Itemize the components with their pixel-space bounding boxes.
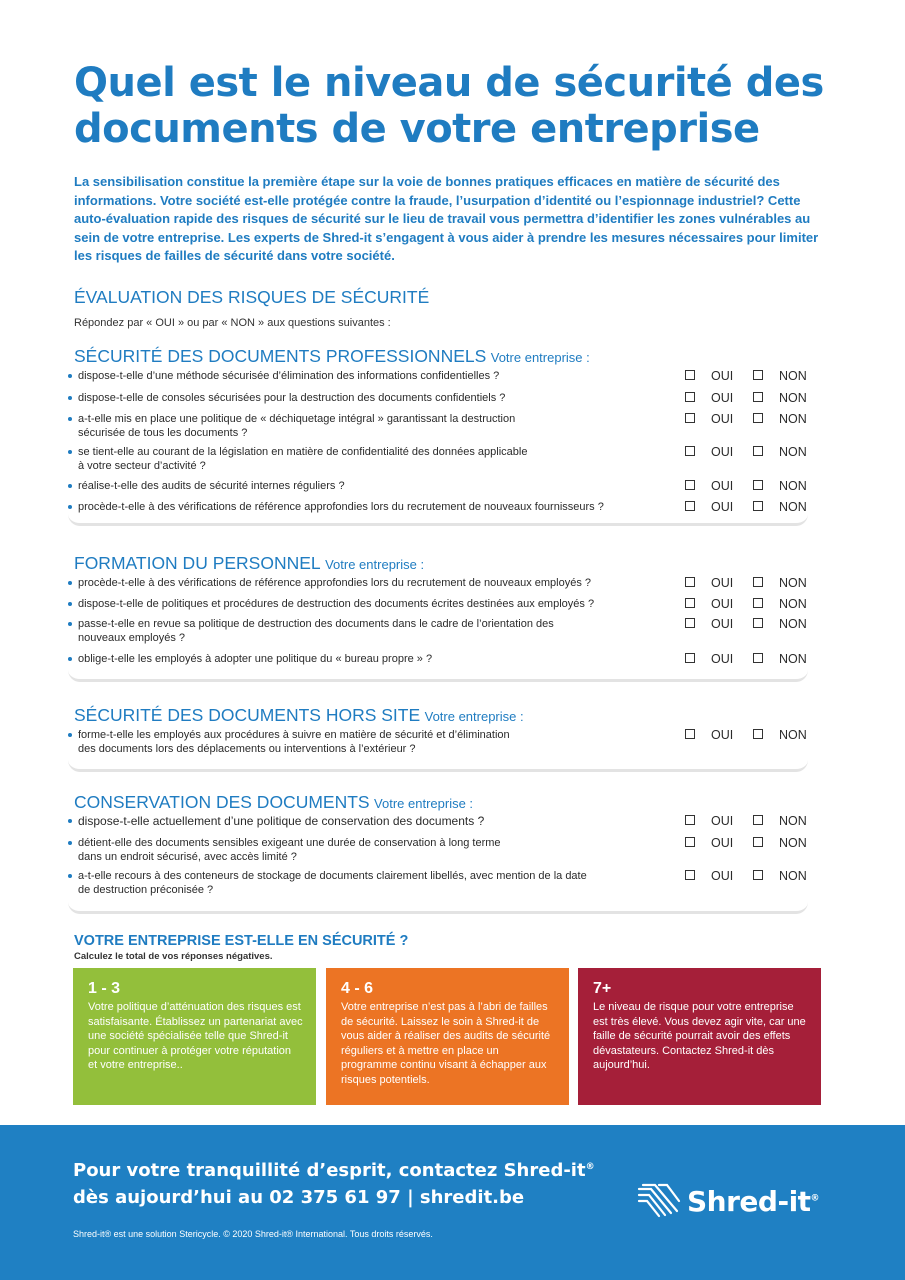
question-text: procède-t-elle à des vérifications de référence approfondies lors du recrutement de nouveaux fournisseurs ? bbox=[78, 501, 604, 513]
no-label: NON bbox=[779, 479, 807, 493]
yes-label: OUI bbox=[711, 814, 734, 828]
checkbox-yes[interactable] bbox=[685, 501, 695, 511]
yes-label: OUI bbox=[711, 597, 734, 611]
bullet-icon bbox=[68, 374, 72, 378]
score-box-high bbox=[578, 968, 821, 1105]
score-range: 4 - 6 bbox=[341, 980, 374, 997]
registered-mark: ® bbox=[585, 1162, 595, 1172]
checkbox-no[interactable] bbox=[753, 501, 763, 511]
checkbox-no[interactable] bbox=[753, 653, 763, 663]
bullet-icon bbox=[68, 602, 72, 606]
bullet-icon bbox=[68, 417, 72, 421]
bullet-icon bbox=[68, 819, 72, 823]
checkbox-no[interactable] bbox=[753, 598, 763, 608]
question-text: a-t-elle mis en place une politique de « déchiquetage intégral » garantissant la destruction sécurisée de tous les documents ? bbox=[78, 413, 516, 439]
no-label: NON bbox=[779, 869, 807, 883]
checkbox-yes[interactable] bbox=[685, 837, 695, 847]
checkbox-yes[interactable] bbox=[685, 653, 695, 663]
score-description: Le niveau de risque pour votre entreprise est très élevé. Vous devez agir vite, car une faille de sécurité pourrait avoir des effets dévastateurs. Contactez Shred-it dès aujourd’hui. bbox=[593, 1001, 806, 1071]
score-description: Votre politique d’atténuation des risques est satisfaisante. Établissez un partenariat avec une société spécialisée telle que Shred-it pour continuer à protéger votre réputation et votre entreprise.. bbox=[88, 1001, 303, 1071]
question-text: dispose-t-elle d’une méthode sécurisée d’élimination des informations confidentielles ? bbox=[78, 370, 500, 382]
question-text: se tient-elle au courant de la législation en matière de confidentialité des données applicable à votre secteur d’activité ? bbox=[78, 446, 528, 472]
bullet-icon bbox=[68, 505, 72, 509]
section-document-retention bbox=[68, 792, 808, 914]
question-text: dispose-t-elle actuellement d’une politique de conservation des documents ? bbox=[78, 814, 485, 828]
bullet-icon bbox=[68, 396, 72, 400]
section-heading bbox=[74, 792, 473, 813]
no-label: NON bbox=[779, 617, 807, 631]
checkbox-yes[interactable] bbox=[685, 870, 695, 880]
score-instruction: Calculez le total de vos réponses négatives. bbox=[74, 951, 273, 962]
yes-label: OUI bbox=[711, 836, 734, 850]
yes-label: OUI bbox=[711, 445, 734, 459]
no-label: NON bbox=[779, 412, 807, 426]
section-title: CONSERVATION DES DOCUMENTS bbox=[74, 792, 370, 812]
yes-label: OUI bbox=[711, 617, 734, 631]
section-subtitle: Votre entreprise : bbox=[374, 796, 474, 811]
cta-line-2: dès aujourd’hui au 02 375 61 97 | shredit.be bbox=[73, 1187, 525, 1208]
no-label: NON bbox=[779, 576, 807, 590]
yes-label: OUI bbox=[711, 369, 734, 383]
checkbox-yes[interactable] bbox=[685, 598, 695, 608]
bullet-icon bbox=[68, 657, 72, 661]
checkbox-no[interactable] bbox=[753, 837, 763, 847]
footer-cta bbox=[73, 1154, 633, 1211]
checkbox-no[interactable] bbox=[753, 413, 763, 423]
score-range: 1 - 3 bbox=[88, 980, 121, 997]
score-heading: VOTRE ENTREPRISE EST-ELLE EN SÉCURITÉ ? bbox=[74, 933, 409, 949]
shred-stripes-icon bbox=[637, 1183, 681, 1219]
section-subtitle: Votre entreprise : bbox=[490, 350, 590, 365]
cta-line-1: Pour votre tranquillité d’esprit, contactez Shred-it bbox=[73, 1160, 586, 1181]
checkbox-no[interactable] bbox=[753, 392, 763, 402]
no-label: NON bbox=[779, 597, 807, 611]
checkbox-yes[interactable] bbox=[685, 392, 695, 402]
section-title: SÉCURITÉ DES DOCUMENTS HORS SITE bbox=[74, 705, 421, 725]
intro-paragraph: La sensibilisation constitue la première étape sur la voie de bonnes pratiques efficaces en matière de sécurité des informations. Votre société est-elle protégée contre la fraude, l’usurpation d’identité ou l’espionnage industriel? Cette auto-évaluation rapide des risques de sécurité sur le lieu de travail vous permettra d’identifier les zones vulnérables au sein de votre entreprise. Les experts de Shred-it s’engagent à vous aider à prendre les mesures nécessaires pour limiter les risques de failles de sécurité dans votre société. bbox=[74, 174, 819, 263]
no-label: NON bbox=[779, 391, 807, 405]
yes-label: OUI bbox=[711, 479, 734, 493]
section-staff-training bbox=[68, 553, 808, 682]
no-label: NON bbox=[779, 814, 807, 828]
checkbox-no[interactable] bbox=[753, 870, 763, 880]
logo-wordmark bbox=[687, 1185, 819, 1218]
logo-text: Shred-it bbox=[687, 1185, 811, 1218]
section-title: SÉCURITÉ DES DOCUMENTS PROFESSIONNELS bbox=[74, 346, 487, 366]
bullet-icon bbox=[68, 622, 72, 626]
question-text: détient-elle des documents sensibles exigeant une durée de conservation à long terme dans un endroit sécurisé, avec accès limité ? bbox=[78, 837, 501, 863]
yes-label: OUI bbox=[711, 500, 734, 514]
score-box-low bbox=[73, 968, 316, 1105]
bullet-icon bbox=[68, 450, 72, 454]
section-subtitle: Votre entreprise : bbox=[424, 709, 524, 724]
page-title: Quel est le niveau de sécurité des documents de votre entreprise bbox=[74, 60, 824, 152]
checkbox-no[interactable] bbox=[753, 480, 763, 490]
checkbox-no[interactable] bbox=[753, 446, 763, 456]
section-business-documents bbox=[68, 346, 808, 526]
checkbox-yes[interactable] bbox=[685, 577, 695, 587]
section-heading bbox=[74, 553, 424, 574]
checkbox-no[interactable] bbox=[753, 729, 763, 739]
yes-label: OUI bbox=[711, 728, 734, 742]
checkbox-yes[interactable] bbox=[685, 370, 695, 380]
footer-legal: Shred-it® est une solution Stericycle. © 2020 Shred-it® International. Tous droits réservés. bbox=[73, 1229, 433, 1239]
yes-label: OUI bbox=[711, 869, 734, 883]
yes-label: OUI bbox=[711, 412, 734, 426]
question-text: dispose-t-elle de politiques et procédures de destruction des documents écrites destinées aux employés ? bbox=[78, 598, 595, 610]
checkbox-yes[interactable] bbox=[685, 480, 695, 490]
bullet-icon bbox=[68, 484, 72, 488]
evaluation-heading: ÉVALUATION DES RISQUES DE SÉCURITÉ bbox=[74, 287, 430, 307]
question-text: oblige-t-elle les employés à adopter une politique du « bureau propre » ? bbox=[78, 653, 433, 665]
bullet-icon bbox=[68, 841, 72, 845]
yes-label: OUI bbox=[711, 576, 734, 590]
question-text: dispose-t-elle de consoles sécurisées pour la destruction des documents confidentiels ? bbox=[78, 392, 506, 404]
no-label: NON bbox=[779, 445, 807, 459]
evaluation-instruction: Répondez par « OUI » ou par « NON » aux questions suivantes : bbox=[74, 317, 391, 329]
checkbox-yes[interactable] bbox=[685, 446, 695, 456]
question-text: procède-t-elle à des vérifications de référence approfondies lors du recrutement de nouveaux employés ? bbox=[78, 577, 592, 589]
score-range: 7+ bbox=[593, 980, 612, 997]
score-description: Votre entreprise n’est pas à l’abri de failles de sécurité. Laissez le soin à Shred-it de vous aider à réaliser des audits de sécurité réguliers et à mettre en place un programme continu visant à échapper aux risques potentiels. bbox=[341, 1001, 551, 1086]
footer bbox=[0, 1125, 905, 1280]
yes-label: OUI bbox=[711, 391, 734, 405]
question-text: passe-t-elle en revue sa politique de destruction des documents dans le cadre de l’orientation des nouveaux employés ? bbox=[78, 618, 554, 644]
section-heading bbox=[74, 346, 590, 367]
question-text: forme-t-elle les employés aux procédures à suivre en matière de sécurité et d’élimination des documents lors des déplacements ou interventions à l’extérieur ? bbox=[78, 729, 510, 755]
no-label: NON bbox=[779, 836, 807, 850]
checkbox-no[interactable] bbox=[753, 577, 763, 587]
bullet-icon bbox=[68, 874, 72, 878]
checkbox-no[interactable] bbox=[753, 370, 763, 380]
question-text: réalise-t-elle des audits de sécurité internes réguliers ? bbox=[78, 480, 345, 492]
logo-registered-mark: ® bbox=[810, 1193, 820, 1204]
section-offsite-documents bbox=[68, 705, 808, 772]
no-label: NON bbox=[779, 728, 807, 742]
checkbox-yes[interactable] bbox=[685, 618, 695, 628]
yes-label: OUI bbox=[711, 652, 734, 666]
checkbox-no[interactable] bbox=[753, 618, 763, 628]
score-box-medium bbox=[326, 968, 569, 1105]
checkbox-yes[interactable] bbox=[685, 815, 695, 825]
section-subtitle: Votre entreprise : bbox=[325, 557, 425, 572]
bullet-icon bbox=[68, 581, 72, 585]
shredit-logo bbox=[637, 1175, 837, 1225]
checkbox-no[interactable] bbox=[753, 815, 763, 825]
bullet-icon bbox=[68, 733, 72, 737]
checkbox-yes[interactable] bbox=[685, 413, 695, 423]
question-text: a-t-elle recours à des conteneurs de stockage de documents clairement libellés, avec mention de la date de destruction préconisée ? bbox=[78, 870, 587, 896]
no-label: NON bbox=[779, 652, 807, 666]
no-label: NON bbox=[779, 500, 807, 514]
no-label: NON bbox=[779, 369, 807, 383]
section-heading bbox=[74, 705, 524, 726]
section-title: FORMATION DU PERSONNEL bbox=[74, 553, 321, 573]
checkbox-yes[interactable] bbox=[685, 729, 695, 739]
